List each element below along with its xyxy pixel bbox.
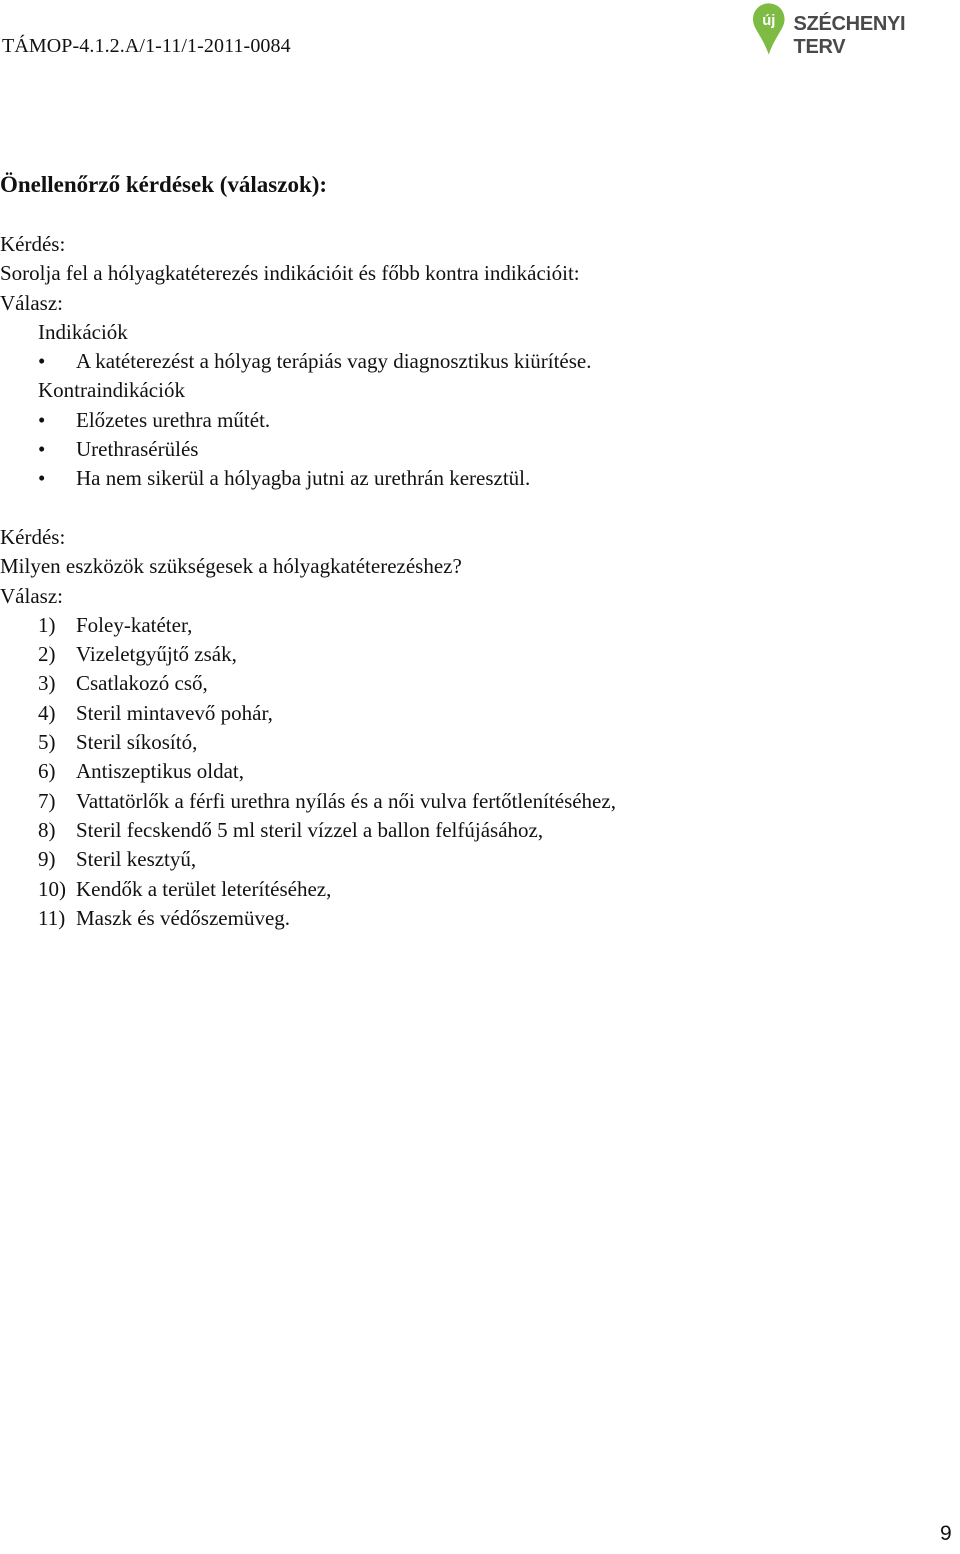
section-title: Önellenőrző kérdések (válaszok):	[0, 172, 328, 197]
item-text: Steril kesztyű,	[76, 847, 197, 872]
numbered-item	[0, 875, 950, 904]
item-number: 10)	[38, 876, 66, 901]
list-item-text: Ha nem sikerül a hólyagba jutni az urethrán keresztül.	[76, 466, 531, 491]
numbered-item	[0, 699, 950, 728]
item-text: Steril fecskendő 5 ml steril vízzel a ballon felfújásához,	[76, 817, 544, 842]
item-text: Steril mintavevő pohár,	[76, 700, 273, 725]
numbered-item	[0, 669, 950, 698]
numbered-item	[0, 640, 950, 669]
logo-badge-text: új	[762, 13, 776, 30]
item-text: Vizeletgyűjtő zsák,	[76, 642, 237, 667]
item-text: Vattatörlők a férfi urethra nyílás és a női vulva fertőtlenítéséhez,	[76, 788, 616, 813]
question-text: Milyen eszközök szükségesek a hólyagkatéterezéshez?	[0, 554, 462, 579]
szechenyi-terv-logo	[752, 2, 960, 58]
item-number: 3)	[38, 671, 56, 696]
pin-icon	[752, 2, 786, 56]
bullet-icon: •	[38, 349, 46, 374]
bullet-icon: •	[38, 437, 46, 462]
page-number: 9	[940, 1522, 952, 1545]
numbered-item	[0, 787, 950, 816]
list-item-text: A katéterezést a hólyag terápiás vagy diagnosztikus kiürítése.	[76, 349, 592, 374]
item-text: Kendők a terület leterítéséhez,	[76, 876, 332, 901]
item-number: 6)	[38, 759, 56, 784]
item-number: 9)	[38, 847, 56, 872]
item-number: 5)	[38, 730, 56, 755]
numbered-item	[0, 816, 950, 845]
item-text: Antiszeptikus oldat,	[76, 759, 244, 784]
item-number: 11)	[38, 905, 66, 930]
logo-text: SZÉCHENYI TERV	[793, 13, 906, 58]
document-code: TÁMOP-4.1.2.A/1-11/1-2011-0084	[2, 35, 291, 57]
question-label: Kérdés:	[0, 524, 66, 549]
list-item	[0, 347, 950, 376]
item-text: Foley-katéter,	[76, 612, 193, 637]
list-item-text: Előzetes urethra műtét.	[76, 407, 271, 432]
item-number: 4)	[38, 700, 56, 725]
list-item	[0, 406, 950, 435]
question-text: Sorolja fel a hólyagkatéterezés indikációit és főbb kontra indikációit:	[0, 261, 580, 286]
item-text: Csatlakozó cső,	[76, 671, 208, 696]
answer-label: Válasz:	[0, 290, 63, 315]
list-item	[0, 464, 950, 493]
bullet-icon: •	[38, 407, 46, 432]
list-item-text: Urethrasérülés	[76, 437, 199, 462]
question-label: Kérdés:	[0, 232, 66, 256]
item-text: Steril síkosító,	[76, 730, 198, 755]
bullet-icon: •	[38, 466, 46, 491]
item-number: 8)	[38, 817, 56, 842]
item-number: 7)	[38, 788, 56, 813]
numbered-item	[0, 757, 950, 786]
document-body	[0, 230, 950, 933]
item-number: 1)	[38, 612, 56, 637]
item-number: 2)	[38, 642, 56, 667]
numbered-item	[0, 611, 950, 640]
numbered-item	[0, 904, 950, 933]
contraindications-heading: Kontraindikációk	[38, 378, 185, 403]
list-item	[0, 435, 950, 464]
numbered-item	[0, 845, 950, 874]
item-text: Maszk és védőszemüveg.	[76, 905, 291, 930]
numbered-item	[0, 728, 950, 757]
answer-label: Válasz:	[0, 583, 63, 608]
indications-heading: Indikációk	[38, 319, 128, 344]
